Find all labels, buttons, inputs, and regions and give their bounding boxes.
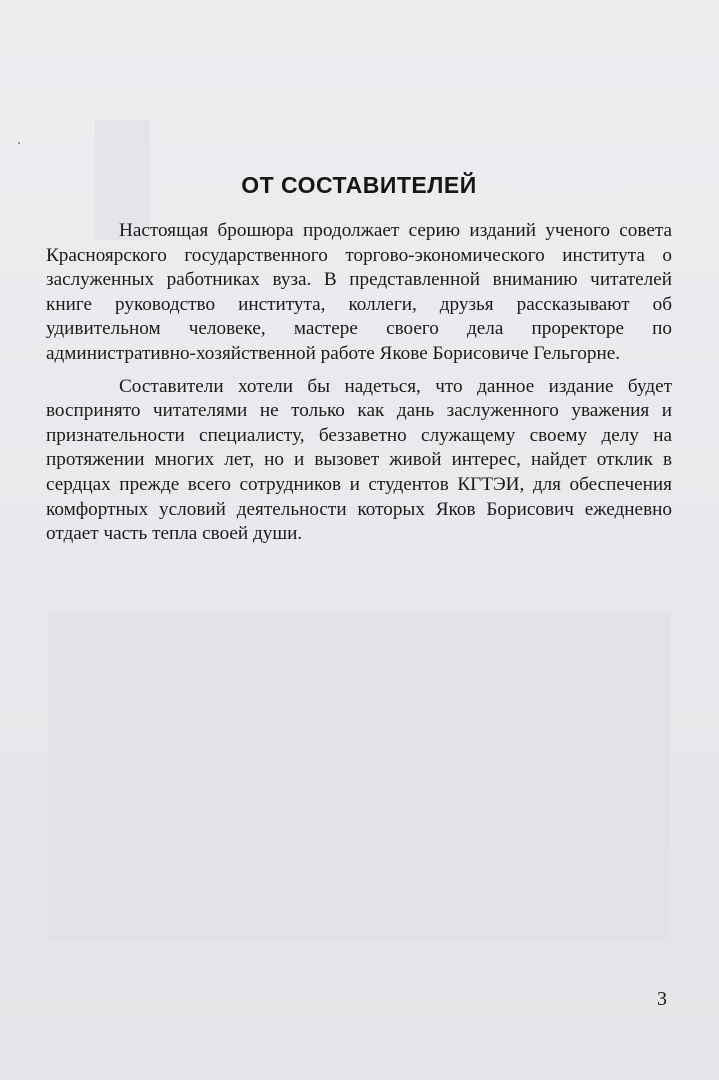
section-title: ОТ СОСТАВИТЕЛЕЙ (241, 172, 477, 198)
paragraph-intro: Настоящая брошюра продолжает серию изданий ученого совета Красноярского государственного торгово-экономического института о заслуженных работниках вуза. В представленной вниманию читателей книге руководство института, коллеги, друзья рассказывают об удивительном человеке, мастере своего дела проректоре по административно-хозяйственной работе Якове Борисовиче Гельгорне. (46, 220, 672, 364)
page-content (46, 172, 672, 555)
scan-speck (18, 142, 20, 144)
show-through-photo-area (48, 612, 670, 942)
paragraph-hope: Составители хотели бы надеться, что данное издание будет воспринято читателями не только как дань заслуженного уважения и признательности специалисту, беззаветно служащему своему делу на протяжении многих лет, но и вызовет живой интерес, найдет отклик в сердцах прежде всего сотрудников и студентов КГТЭИ, для обеспечения комфортных условий деятельности которых Яков Борисович ежедневно отдает часть тепла своей души. (46, 375, 672, 545)
page-number: 3 (657, 988, 667, 1010)
